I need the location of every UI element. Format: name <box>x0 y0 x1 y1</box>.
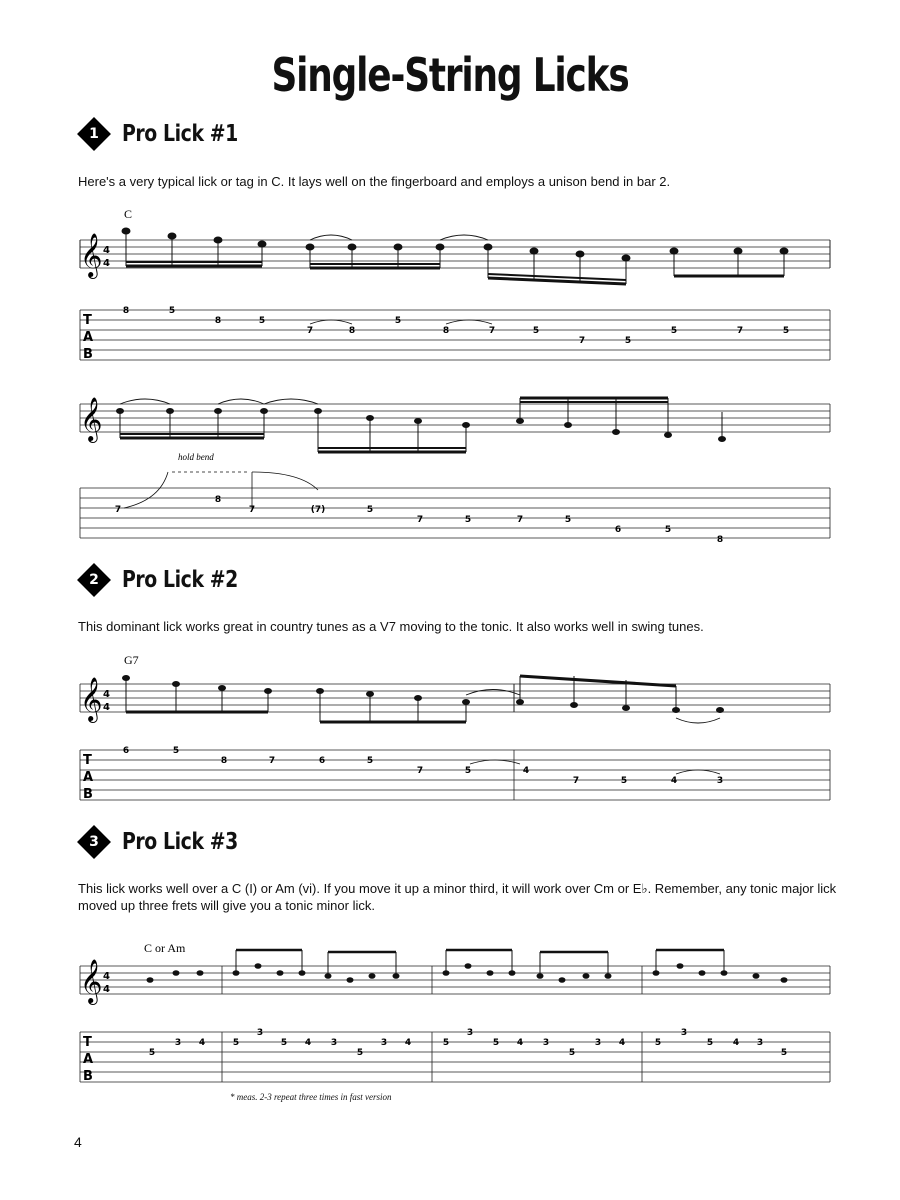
lick-number-badge: 3 <box>78 826 110 858</box>
footnote: * meas. 2-3 repeat three times in fast version <box>230 1092 392 1102</box>
svg-text:8: 8 <box>214 316 222 326</box>
svg-text:5: 5 <box>670 326 678 336</box>
svg-text:6: 6 <box>122 746 130 756</box>
lick-2-description: This dominant lick works great in country tunes as a V7 moving to the tonic. It also works well in swing tunes. <box>78 619 704 634</box>
svg-text:7: 7 <box>488 326 496 336</box>
svg-text:3: 3 <box>330 1038 338 1048</box>
svg-text:7: 7 <box>736 326 744 336</box>
svg-text:3: 3 <box>380 1038 388 1048</box>
svg-text:6: 6 <box>614 525 622 535</box>
svg-text:5: 5 <box>780 1048 788 1058</box>
svg-text:6: 6 <box>318 756 326 766</box>
svg-text:7: 7 <box>306 326 314 336</box>
svg-text:5: 5 <box>782 326 790 336</box>
lick-1-system-2 <box>80 397 830 545</box>
lick-3-system <box>80 941 830 1084</box>
time-signature: 4 <box>103 258 110 269</box>
svg-text:5: 5 <box>654 1038 662 1048</box>
svg-text:8: 8 <box>442 326 450 336</box>
svg-text:B: B <box>83 1069 93 1084</box>
svg-text:A: A <box>83 1052 94 1067</box>
svg-text:3: 3 <box>756 1038 764 1048</box>
svg-text:5: 5 <box>356 1048 364 1058</box>
tab-label: T <box>83 313 92 328</box>
svg-text:5: 5 <box>258 316 266 326</box>
svg-text:B: B <box>83 787 93 802</box>
treble-clef-icon: 𝄞 <box>80 397 103 441</box>
svg-text:5: 5 <box>172 746 180 756</box>
svg-text:5: 5 <box>706 1038 714 1048</box>
svg-text:5: 5 <box>492 1038 500 1048</box>
slurs <box>310 235 488 240</box>
svg-text:4: 4 <box>516 1038 524 1048</box>
svg-text:4: 4 <box>522 766 530 776</box>
lick-3-title: Pro Lick #3 <box>122 829 238 855</box>
svg-text:7: 7 <box>416 515 424 525</box>
svg-text:8: 8 <box>122 306 130 316</box>
svg-text:5: 5 <box>464 515 472 525</box>
staff-lines <box>80 240 830 268</box>
svg-text:7: 7 <box>268 756 276 766</box>
treble-clef-icon: 𝄞 <box>80 677 103 721</box>
svg-text:5: 5 <box>532 326 540 336</box>
note-heads <box>122 228 788 261</box>
chord-symbol: C <box>124 207 133 221</box>
treble-clef-icon: 𝄞 <box>80 959 103 1003</box>
svg-text:4: 4 <box>103 689 110 700</box>
page-number: 4 <box>74 1134 82 1150</box>
svg-text:7: 7 <box>572 776 580 786</box>
svg-text:3: 3 <box>594 1038 602 1048</box>
page-title: Single-String Licks <box>271 48 629 102</box>
svg-text:3: 3 <box>174 1038 182 1048</box>
svg-text:4: 4 <box>618 1038 626 1048</box>
svg-text:5: 5 <box>442 1038 450 1048</box>
svg-text:8: 8 <box>348 326 356 336</box>
svg-text:3: 3 <box>542 1038 550 1048</box>
svg-text:T: T <box>83 753 92 768</box>
time-signature: 4 <box>103 245 110 256</box>
svg-text:5: 5 <box>280 1038 288 1048</box>
lick-1-system-1 <box>80 207 830 362</box>
svg-text:4: 4 <box>732 1038 740 1048</box>
svg-text:4: 4 <box>103 702 110 713</box>
svg-text:8: 8 <box>716 535 724 545</box>
lick-1-description: Here's a very typical lick or tag in C. It lays well on the fingerboard and employs a unison bend in bar 2. <box>78 174 671 189</box>
svg-text:3: 3 <box>466 1028 474 1038</box>
tab-lines <box>80 310 830 360</box>
lick-2-system <box>80 653 830 802</box>
svg-text:4: 4 <box>670 776 678 786</box>
svg-text:4: 4 <box>103 984 110 995</box>
svg-text:4: 4 <box>404 1038 412 1048</box>
svg-text:(7): (7) <box>310 505 326 515</box>
lick-number-badge: 2 <box>78 564 110 596</box>
tab-label: B <box>83 347 93 362</box>
svg-text:4: 4 <box>304 1038 312 1048</box>
svg-text:4: 4 <box>103 971 110 982</box>
treble-clef-icon: 𝄞 <box>80 233 103 277</box>
svg-text:3: 3 <box>680 1028 688 1038</box>
lick-3-description: This lick works well over a C (I) or Am (vi). If you move it up a minor third, it will work over Cm or E♭. Remember, any tonic major lick moved up three frets will give you a tonic minor lick. <box>78 881 837 913</box>
svg-text:5: 5 <box>664 525 672 535</box>
chord-symbol: C or Am <box>144 941 186 955</box>
lick-1-title: Pro Lick #1 <box>122 121 238 147</box>
svg-text:5: 5 <box>624 336 632 346</box>
svg-text:3: 3 <box>716 776 724 786</box>
svg-text:8: 8 <box>220 756 228 766</box>
tab-label: A <box>83 330 94 345</box>
svg-text:A: A <box>83 770 94 785</box>
hold-bend-annotation: hold bend <box>178 452 214 462</box>
lick-number-badge: 1 <box>78 118 110 150</box>
svg-text:5: 5 <box>148 1048 156 1058</box>
lick-2-title: Pro Lick #2 <box>122 567 238 593</box>
chord-symbol: G7 <box>124 653 139 667</box>
svg-text:5: 5 <box>568 1048 576 1058</box>
svg-text:7: 7 <box>114 505 122 515</box>
svg-text:3: 3 <box>256 1028 264 1038</box>
svg-text:7: 7 <box>248 505 256 515</box>
svg-text:5: 5 <box>232 1038 240 1048</box>
svg-text:7: 7 <box>578 336 586 346</box>
svg-text:5: 5 <box>464 766 472 776</box>
svg-text:5: 5 <box>366 505 374 515</box>
svg-text:T: T <box>83 1035 92 1050</box>
svg-text:7: 7 <box>516 515 524 525</box>
svg-text:5: 5 <box>564 515 572 525</box>
svg-text:5: 5 <box>394 316 402 326</box>
svg-text:7: 7 <box>416 766 424 776</box>
beams <box>126 262 784 284</box>
svg-text:5: 5 <box>620 776 628 786</box>
svg-text:8: 8 <box>214 495 222 505</box>
svg-text:5: 5 <box>168 306 176 316</box>
svg-text:5: 5 <box>366 756 374 766</box>
svg-text:4: 4 <box>198 1038 206 1048</box>
